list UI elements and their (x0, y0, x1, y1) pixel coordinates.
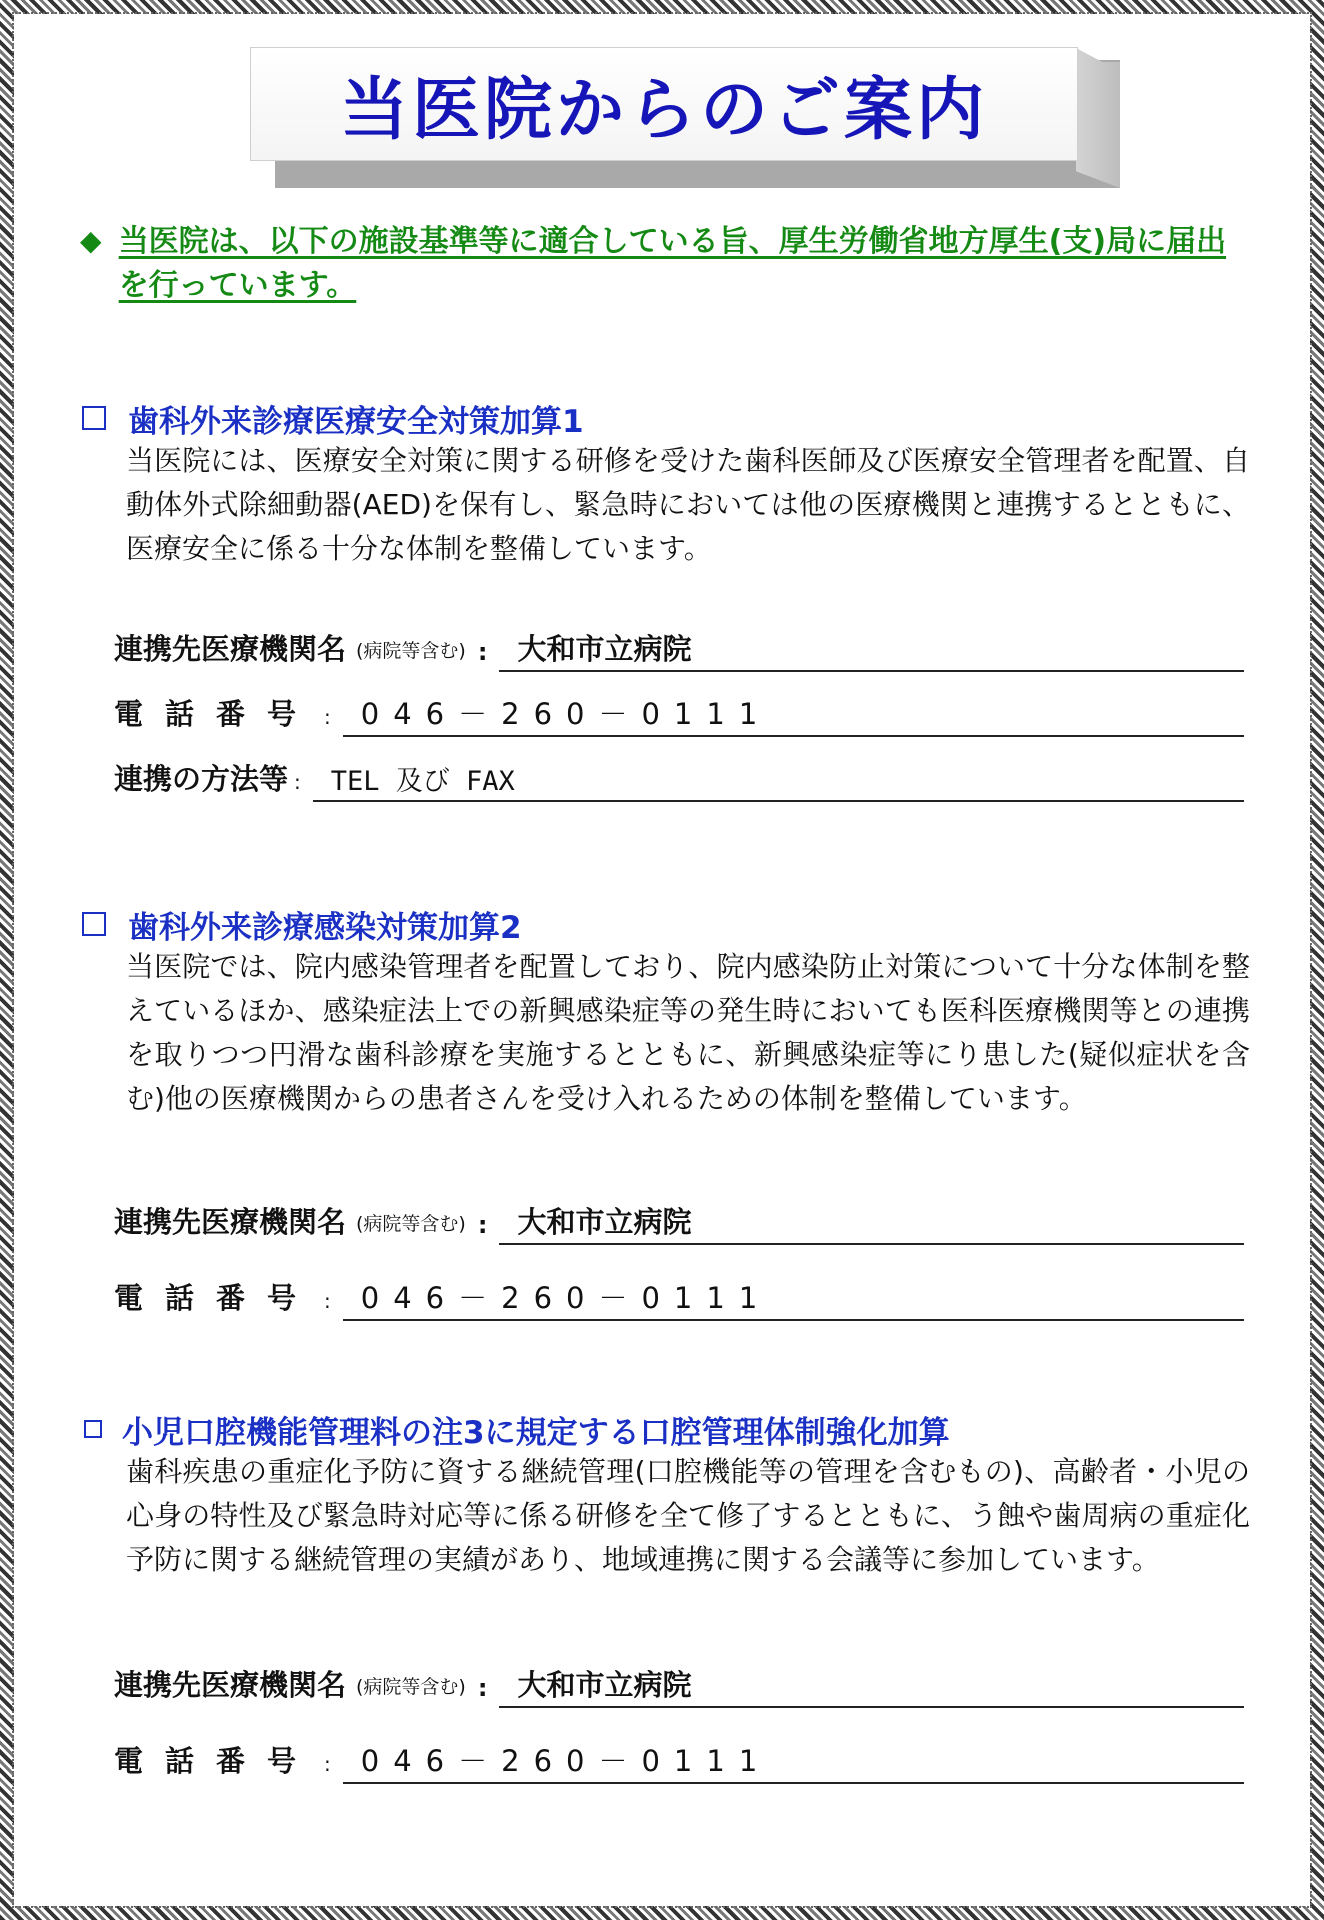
section-body: 当医院には、医療安全対策に関する研修を受けた歯科医師及び医療安全管理者を配置、自動体外式除細動器(AED)を保有し、緊急時においては他の医療機関と連携するとともに、医療安全に係る十分な体制を整備しています。 (126, 444, 1250, 565)
checkbox-icon (84, 1420, 102, 1438)
partner-label: 連携先医療機関名 (114, 632, 347, 666)
colon: : (477, 638, 488, 666)
method-value: TEL 及び FAX (313, 759, 1244, 802)
partner-label: 連携先医療機関名 (114, 1205, 347, 1239)
colon: : (324, 705, 331, 729)
partner-value: 大和市立病院 (499, 1663, 1244, 1708)
section-infection (80, 903, 1250, 1121)
partner-note: (病院等含む) (356, 1676, 466, 1698)
phone-label: 電話番号 (114, 1744, 319, 1778)
phone-value: 046－260－0111 (343, 1739, 1244, 1784)
section-heading: 小児口腔機能管理料の注3に規定する口腔管理体制強化加算 (122, 1414, 950, 1451)
field-partner-3 (114, 1664, 1244, 1708)
phone-value: 046－260－0111 (343, 1276, 1244, 1321)
partner-value: 大和市立病院 (499, 627, 1244, 672)
field-phone-3 (114, 1740, 1244, 1784)
partner-value: 大和市立病院 (499, 1200, 1244, 1245)
section-safety (80, 397, 1250, 571)
colon: : (294, 770, 301, 794)
checkbox-icon (82, 406, 106, 430)
intro-text: 当医院は、以下の施設基準等に適合している旨、厚生労働省地方厚生(支)局に届出を行っています。 (118, 224, 1227, 303)
field-method-1 (114, 758, 1244, 802)
field-partner-2 (114, 1201, 1244, 1245)
partner-note: (病院等含む) (356, 1213, 466, 1235)
colon: : (477, 1674, 488, 1702)
intro-notice (80, 220, 1250, 308)
method-label: 連携の方法等 (114, 762, 289, 796)
section-body: 当医院では、院内感染管理者を配置しており、院内感染防止対策について十分な体制を整えているほか、感染症法上での新興感染症等の発生時においても医科医療機関等との連携を取りつつ円滑な歯科診療を実施するとともに、新興感染症等にり患した(疑似症状を含む)他の医療機関からの患者さんを受け入れるための体制を整備しています。 (126, 950, 1250, 1115)
phone-label: 電話番号 (114, 697, 319, 731)
partner-note: (病院等含む) (356, 640, 466, 662)
checkbox-icon (82, 912, 106, 936)
partner-label: 連携先医療機関名 (114, 1668, 347, 1702)
phone-value: 046－260－0111 (343, 692, 1244, 737)
title-box (250, 47, 1078, 161)
diamond-bullet-icon: ◆ (80, 224, 102, 257)
title-side-bevel (1076, 48, 1120, 188)
colon: : (477, 1211, 488, 1239)
section-oral-management (80, 1408, 1250, 1582)
section-body: 歯科疾患の重症化予防に資する継続管理(口腔機能等の管理を含むもの)、高齢者・小児の心身の特性及び緊急時対応等に係る研修を全て修了するとともに、う蝕や歯周病の重症化予防に関する継続管理の実績があり、地域連携に関する会議等に参加しています。 (126, 1455, 1250, 1576)
field-phone-2 (114, 1277, 1244, 1321)
colon: : (324, 1752, 331, 1776)
colon: : (324, 1289, 331, 1313)
section-heading: 歯科外来診療感染対策加算2 (128, 909, 522, 946)
field-partner-1 (114, 628, 1244, 672)
field-phone-1 (114, 693, 1244, 737)
page-title: 当医院からのご案内 (339, 70, 988, 150)
phone-label: 電話番号 (114, 1281, 319, 1315)
section-heading: 歯科外来診療医療安全対策加算1 (128, 403, 584, 440)
